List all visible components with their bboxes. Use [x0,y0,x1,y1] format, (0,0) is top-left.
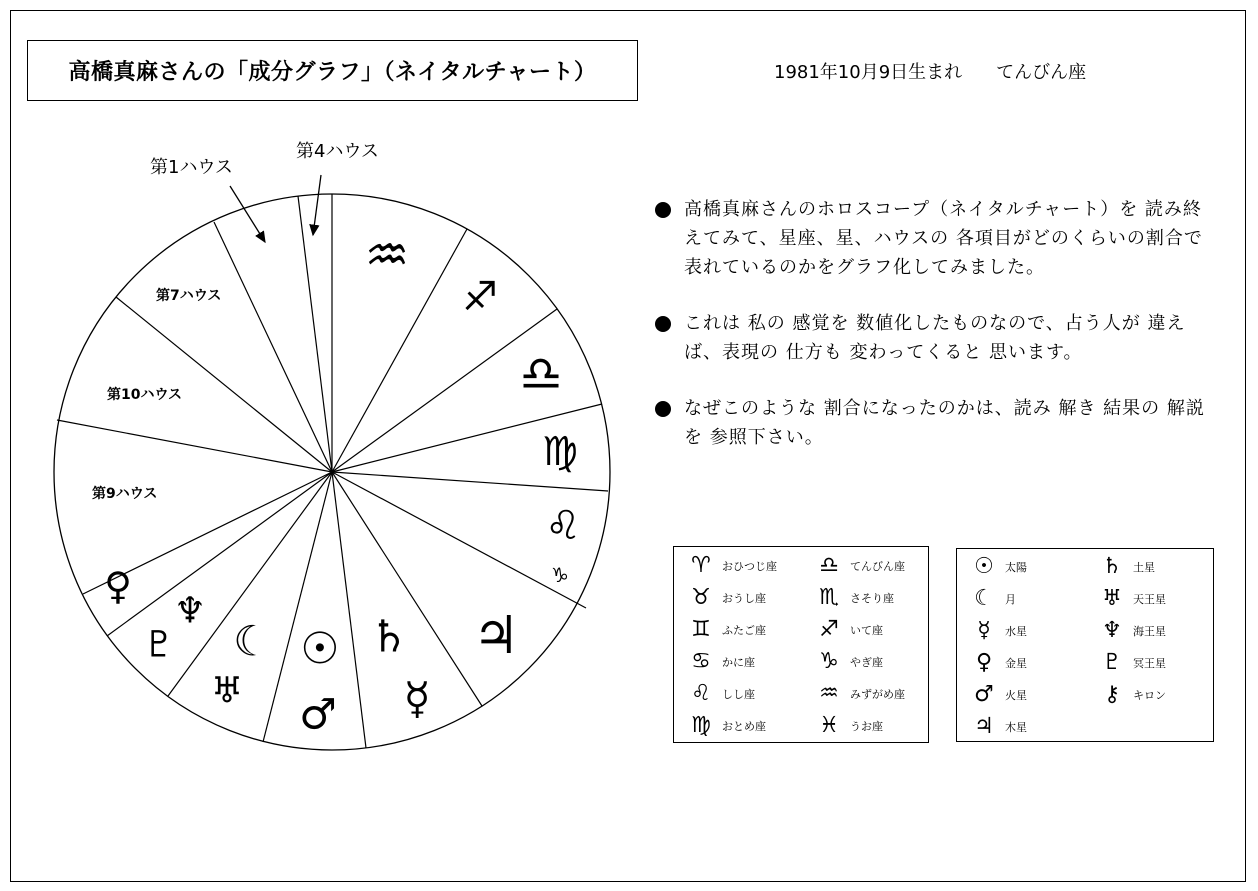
sagittarius-icon: ♐ [462,274,498,320]
legend-item-mercury: ☿ 水星 [969,620,1027,642]
pluto-icon: ♇ [142,624,176,666]
bullet-item: これは 私の 感覚を 数値化したものなので、占う人が 違えば、表現の 仕方も 変わってくると 思います。 [655,309,1215,367]
cancer-icon: ♋ [691,649,711,674]
gemini-icon: ♊ [691,617,711,642]
jupiter-icon: ♃ [974,714,994,739]
birth-date: 1981年10月9日生まれ [774,62,963,83]
aquarius-icon: ♒ [364,226,410,284]
legend-item-libra: ♎ てんびん座 [814,555,905,577]
legend-item-chiron: ⚷ キロン [1097,684,1166,706]
legend-item-scorpio: ♏ さそり座 [814,587,894,609]
house7-label: 第7ハウス [156,288,222,304]
uranus-icon: ♅ [210,670,244,712]
legend-item-leo: ♌ しし座 [686,683,755,705]
legend-item-sun: ☉ 太陽 [969,556,1027,578]
capricorn-icon: ♑ [819,649,839,674]
title-text: 高橋真麻さんの「成分グラフ」（ネイタルチャート） [68,60,597,85]
jupiter-icon: ♃ [472,606,520,666]
planet-legend [956,548,1214,742]
legend-item-aries: ♈ おひつじ座 [686,555,777,577]
aquarius-icon: ♒ [819,681,839,706]
saturn-icon: ♄ [369,611,409,663]
bullet-item: 高橋真麻さんのホロスコープ（ネイタルチャート）を 読み終えてみて、星座、星、ハウスの 各項目がどのくらいの割合で表れているのかをグラフ化してみました。 [655,195,1215,282]
saturn-icon: ♄ [1102,554,1122,579]
sun-icon: ☉ [300,623,340,675]
pisces-icon: ♓ [819,713,839,738]
legend-item-taurus: ♉ おうし座 [686,587,766,609]
neptune-icon: ♆ [173,590,207,632]
house9-label: 第9ハウス [92,486,158,502]
legend-item-cancer: ♋ かに座 [686,651,755,673]
legend-item-uranus: ♅ 天王星 [1097,588,1166,610]
mercury-icon: ☿ [977,618,991,643]
legend-item-gemini: ♊ ふたご座 [686,619,766,641]
virgo-icon: ♍ [691,713,711,738]
legend-item-virgo: ♍ おとめ座 [686,715,766,737]
bullet-item: なぜこのような 割合になったのかは、読み 解き 結果の 解説を 参照下さい。 [655,394,1215,452]
legend-item-moon: ☾ 月 [969,588,1016,610]
legend-item-sagittarius: ♐ いて座 [814,619,883,641]
virgo-icon: ♍ [542,429,578,475]
legend-item-aquarius: ♒ みずがめ座 [814,683,905,705]
legend-item-pisces: ♓ うお座 [814,715,883,737]
mercury-icon: ☿ [403,673,431,725]
zodiac-legend [673,546,929,743]
house4-callout: 第4ハウス [296,141,379,162]
libra-icon: ♎ [519,346,563,402]
legend-item-venus: ♀ 金星 [969,652,1027,674]
libra-icon: ♎ [819,553,839,578]
birth-sign: てんびん座 [996,62,1087,83]
leo-icon: ♌ [691,681,711,706]
legend-item-capricorn: ♑ やぎ座 [814,651,883,673]
legend-item-jupiter: ♃ 木星 [969,716,1027,738]
legend-item-saturn: ♄ 土星 [1097,556,1155,578]
legend-item-mars: ♂ 火星 [969,684,1027,706]
sagittarius-icon: ♐ [819,617,839,642]
bullet-dot-icon [655,202,671,218]
taurus-icon: ♉ [691,585,711,610]
legend-item-pluto: ♇ 冥王星 [1097,652,1166,674]
sun-icon: ☉ [974,554,994,579]
pluto-icon: ♇ [1102,650,1122,675]
neptune-icon: ♆ [1102,618,1122,643]
venus-icon: ♀ [975,650,993,675]
mars-icon: ♂ [299,689,337,739]
bullet-dot-icon [655,401,671,417]
uranus-icon: ♅ [1102,586,1122,611]
moon-icon: ☾ [233,616,271,666]
house1-callout: 第1ハウス [150,157,233,178]
explanation-bullets [655,195,1215,479]
legend-item-neptune: ♆ 海王星 [1097,620,1166,642]
scorpio-icon: ♏ [819,585,839,610]
venus-icon: ♀ [104,564,132,608]
leo-icon: ♌ [545,503,581,549]
bullet-dot-icon [655,316,671,332]
mars-icon: ♂ [974,682,994,707]
aries-icon: ♈ [691,553,711,578]
moon-icon: ☾ [974,586,994,611]
house10-label: 第10ハウス [107,387,183,403]
capricorn-icon: ♑ [551,563,569,587]
chiron-icon: ⚷ [1103,682,1121,707]
